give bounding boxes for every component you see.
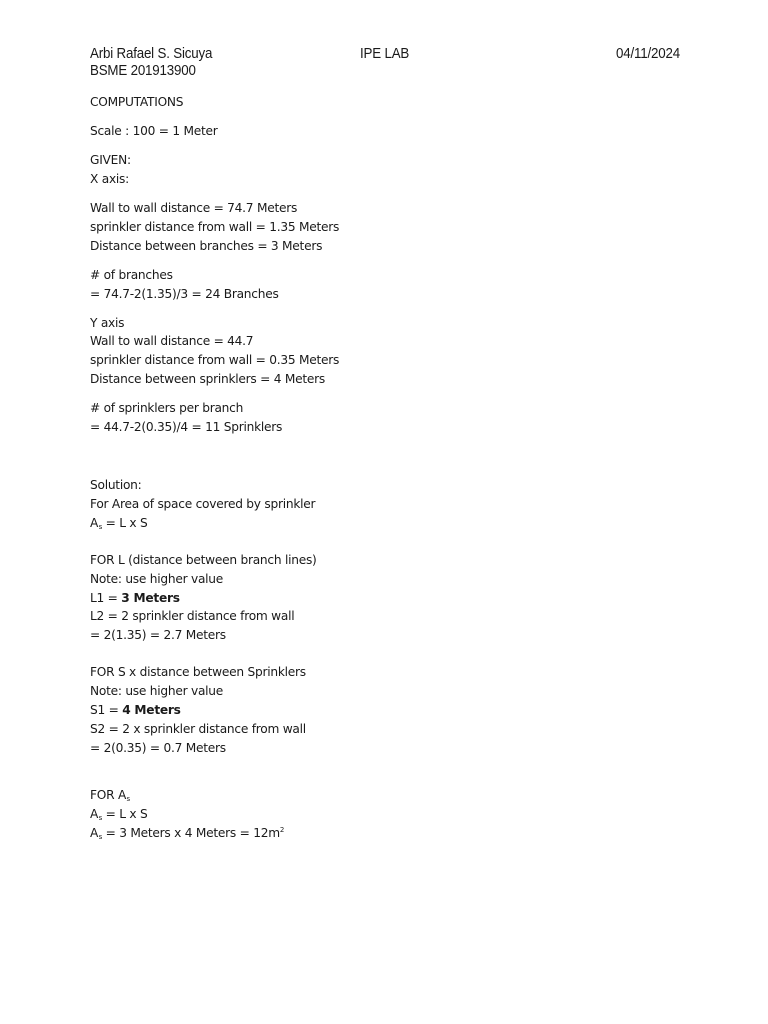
for-s-heading: FOR S x distance between Sprinklers: [90, 665, 306, 679]
document-title: IPE LAB: [360, 46, 410, 62]
y-sprinkler-from-wall: sprinkler distance from wall = 0.35 Meters: [90, 353, 340, 367]
l1-value: 3 Meters: [121, 591, 180, 605]
x-branch-distance: Distance between branches = 3 Meters: [90, 239, 323, 253]
author-name: Arbi Rafael S. Sicuya: [90, 46, 213, 62]
student-id: BSME 201913900: [90, 63, 196, 79]
y-sprinkler-distance: Distance between sprinklers = 4 Meters: [90, 372, 325, 386]
for-as-symbol-sub: s: [98, 814, 102, 822]
x-sprinkler-from-wall: sprinkler distance from wall = 1.35 Meters: [90, 220, 340, 234]
for-as-formula-text: = L x S: [102, 807, 148, 821]
for-as-result-symbol: A: [90, 826, 99, 840]
for-as-heading-sub: s: [126, 795, 130, 803]
s1-line: [90, 701, 181, 720]
for-as-formula: [90, 805, 147, 824]
for-l-heading: FOR L (distance between branch lines): [90, 553, 317, 567]
sprinklers-calc: = 44.7-2(0.35)/4 = 11 Sprinklers: [90, 420, 283, 434]
scale-line: Scale : 100 = 1 Meter: [90, 124, 218, 138]
for-as-result-text: = 3 Meters x 4 Meters = 12m: [102, 826, 280, 840]
y-axis-label: Y axis: [90, 316, 125, 330]
for-as-heading-text: FOR A: [90, 788, 127, 802]
given-label: GIVEN:: [90, 153, 131, 167]
for-as-symbol: A: [90, 807, 99, 821]
as-subscript: s: [98, 523, 102, 531]
as-formula-text: = L x S: [102, 516, 148, 530]
for-s-note: Note: use higher value: [90, 684, 224, 698]
l2-calc: = 2(1.35) = 2.7 Meters: [90, 628, 226, 642]
document-date: 04/11/2024: [616, 46, 680, 62]
for-as-result: [90, 824, 284, 843]
y-wall-to-wall: Wall to wall distance = 44.7: [90, 334, 254, 348]
for-as-heading: [90, 786, 130, 805]
s1-prefix: S1 =: [90, 703, 123, 717]
for-as-result-sup: 2: [279, 826, 285, 834]
area-intro: For Area of space covered by sprinkler: [90, 497, 316, 511]
s1-value: 4 Meters: [122, 703, 181, 717]
s2-line: S2 = 2 x sprinkler distance from wall: [90, 722, 306, 736]
x-axis-label: X axis:: [90, 172, 129, 186]
as-formula: [90, 514, 147, 533]
for-l-note: Note: use higher value: [90, 572, 224, 586]
sprinklers-label: # of sprinklers per branch: [90, 401, 244, 415]
x-wall-to-wall: Wall to wall distance = 74.7 Meters: [90, 201, 298, 215]
branches-label: # of branches: [90, 268, 173, 282]
branches-calc: = 74.7-2(1.35)/3 = 24 Branches: [90, 287, 279, 301]
l2-line: L2 = 2 sprinkler distance from wall: [90, 609, 295, 623]
s2-calc: = 2(0.35) = 0.7 Meters: [90, 741, 226, 755]
as-symbol: A: [90, 516, 99, 530]
l1-line: [90, 589, 180, 608]
solution-label: Solution:: [90, 478, 142, 492]
computations-heading: COMPUTATIONS: [90, 95, 184, 109]
for-as-result-sub: s: [98, 833, 102, 841]
l1-prefix: L1 =: [90, 591, 122, 605]
